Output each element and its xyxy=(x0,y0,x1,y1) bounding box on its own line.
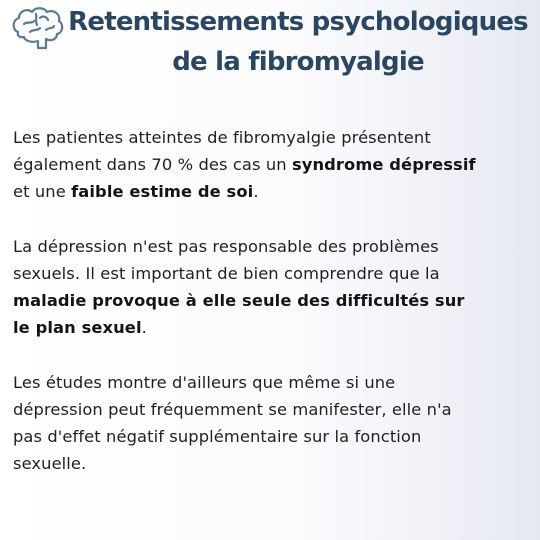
paragraph-depression-not-responsible xyxy=(13,233,483,341)
emphasis-faible-estime: faible estime de soi xyxy=(71,182,254,201)
paragraph-text: Les études montre d'ailleurs que même si une dépression peut fréquemment se manifester, elle n'a pas d'effet négatif supplémentaire sur la fonction sexuelle. xyxy=(13,373,452,473)
paragraph-text: et une xyxy=(13,182,72,201)
main-content xyxy=(13,124,483,505)
paragraph-text: La dépression n'est pas responsable des problèmes sexuels. Il est important de bien comprendre que la xyxy=(13,237,440,283)
emphasis-syndrome-depressif: syndrome dépressif xyxy=(291,155,476,174)
emphasis-maladie-provoque: maladie provoque à elle seule des difficultés sur le plan sexuel xyxy=(13,291,465,337)
paragraph-text: . xyxy=(141,318,147,337)
paragraph-text: Les patientes atteintes de fibromyalgie présentent également dans 70 % des cas un xyxy=(13,128,431,174)
brain-icon xyxy=(10,6,64,52)
header xyxy=(0,0,540,90)
paragraph-studies xyxy=(13,369,483,477)
title-line-2: de la fibromyalgie xyxy=(172,47,424,77)
page-title xyxy=(60,2,536,82)
paragraph-depression-stats xyxy=(13,124,483,205)
paragraph-text: . xyxy=(253,182,259,201)
title-line-1: Retentissements psychologiques xyxy=(68,7,528,37)
